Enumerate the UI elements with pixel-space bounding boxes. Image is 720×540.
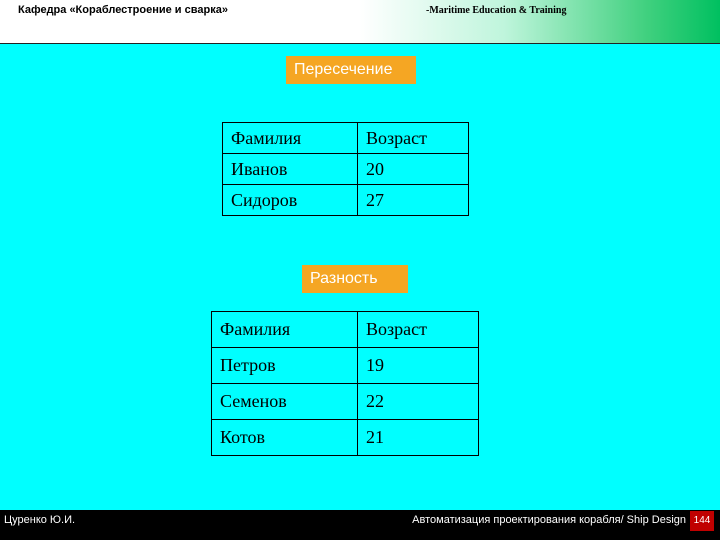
table-cell: Петров	[212, 348, 358, 384]
table-cell: Фамилия	[223, 123, 358, 154]
brand-caption: -Maritime Education & Training	[426, 5, 567, 16]
table-cell: Иванов	[223, 154, 358, 185]
table-cell: Котов	[212, 420, 358, 456]
table-cell: Фамилия	[212, 312, 358, 348]
table-cell: Возраст	[358, 312, 479, 348]
course-title: Автоматизация проектирования корабля/ Ship Design	[412, 514, 686, 526]
intersection-table	[222, 122, 469, 216]
table-row	[223, 123, 469, 154]
slide-footer	[0, 510, 720, 540]
table-cell: Сидоров	[223, 185, 358, 216]
table-cell: 20	[358, 154, 469, 185]
page-number-badge: 144	[690, 511, 714, 531]
difference-table	[211, 311, 479, 456]
table-cell: Семенов	[212, 384, 358, 420]
table-row	[212, 384, 479, 420]
table-cell: 21	[358, 420, 479, 456]
table-cell: 27	[358, 185, 469, 216]
table-row	[212, 312, 479, 348]
table-row	[212, 420, 479, 456]
table-row	[223, 185, 469, 216]
table-cell: Возраст	[358, 123, 469, 154]
table-row	[212, 348, 479, 384]
slide-header	[0, 0, 720, 44]
intersection-label: Пересечение	[286, 56, 416, 84]
table-row	[223, 154, 469, 185]
difference-label: Разность	[302, 265, 408, 293]
department-title: Кафедра «Кораблестроение и сварка»	[18, 4, 228, 16]
author-name: Цуренко Ю.И.	[4, 514, 76, 526]
table-cell: 22	[358, 384, 479, 420]
table-cell: 19	[358, 348, 479, 384]
